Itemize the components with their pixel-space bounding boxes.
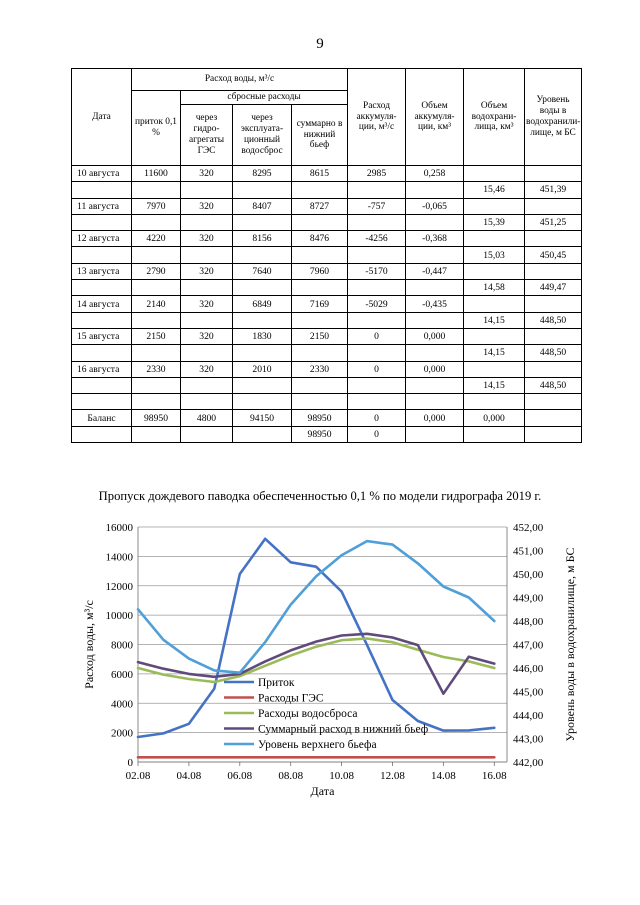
table-cell (72, 312, 132, 328)
table-cell: 448,50 (525, 377, 582, 393)
table-cell: 448,50 (525, 312, 582, 328)
table-cell (292, 377, 348, 393)
table-cell (406, 394, 464, 410)
table-cell: 7169 (292, 296, 348, 312)
table-cell: 0 (348, 410, 406, 426)
table-cell: 320 (181, 328, 233, 344)
table-cell (525, 166, 582, 182)
table-row (72, 410, 582, 426)
table-cell (406, 377, 464, 393)
table-cell (406, 214, 464, 230)
table-cell: 8407 (233, 198, 292, 214)
y-tick-label: 6000 (111, 668, 133, 681)
table-cell (464, 296, 525, 312)
table-cell (72, 214, 132, 230)
table-cell (525, 361, 582, 377)
table-cell: 0,000 (406, 410, 464, 426)
table-cell (132, 377, 181, 393)
table-cell (233, 214, 292, 230)
table-cell (132, 345, 181, 361)
table-cell: 0,000 (406, 328, 464, 344)
table-cell (464, 328, 525, 344)
table-cell: 2330 (132, 361, 181, 377)
table-cell (292, 247, 348, 263)
page-number: 9 (316, 36, 324, 52)
table-cell (525, 231, 582, 247)
y2-tick-label: 451,00 (513, 545, 544, 558)
y-tick-label: 8000 (111, 639, 133, 652)
flow-balance-table (71, 68, 582, 443)
flood-hydrograph-chart (0, 510, 640, 800)
y2-tick-label: 446,00 (513, 663, 544, 675)
table-cell (72, 280, 132, 296)
y-tick-label: 16000 (105, 522, 133, 534)
table-row (72, 247, 582, 263)
header-accum-flow: Расход аккумуля-ции, м³/с (348, 69, 406, 166)
table-row (72, 312, 582, 328)
table-cell (181, 377, 233, 393)
table-cell: -4256 (348, 231, 406, 247)
table-cell: 320 (181, 231, 233, 247)
table-cell: -757 (348, 198, 406, 214)
x-tick-label: 02.08 (125, 770, 151, 782)
table-cell: 320 (181, 296, 233, 312)
table-cell (72, 182, 132, 198)
table-cell: 449,47 (525, 280, 582, 296)
legend-label: Уровень верхнего бьефа (258, 739, 377, 751)
table-cell: 320 (181, 263, 233, 279)
table-cell: -0,065 (406, 198, 464, 214)
table-cell (132, 214, 181, 230)
table-cell: -5170 (348, 263, 406, 279)
x-axis-label: Дата (310, 784, 335, 798)
table-cell (233, 247, 292, 263)
table-cell (292, 214, 348, 230)
table-cell (406, 247, 464, 263)
table-cell (406, 182, 464, 198)
table-row (72, 394, 582, 410)
table-cell (132, 312, 181, 328)
table-cell (181, 394, 233, 410)
y-axis-label: Расход воды, м³/с (82, 600, 96, 689)
table-cell (132, 394, 181, 410)
table-row (72, 263, 582, 279)
table-cell: 0,000 (406, 361, 464, 377)
header-flow-group: Расход воды, м³/с (132, 69, 348, 91)
table-row (72, 377, 582, 393)
table-cell (348, 377, 406, 393)
y-tick-label: 2000 (111, 727, 133, 740)
table-cell (406, 345, 464, 361)
table-cell: 2150 (292, 328, 348, 344)
table-cell: 450,45 (525, 247, 582, 263)
table-cell (525, 328, 582, 344)
table-cell: 320 (181, 198, 233, 214)
table-cell (348, 247, 406, 263)
table-cell: 98950 (132, 410, 181, 426)
header-through-turbines: через гидро-агрегаты ГЭС (181, 105, 233, 166)
y2-tick-label: 450,00 (513, 569, 544, 581)
table-cell: Баланс (72, 410, 132, 426)
table-cell: 1830 (233, 328, 292, 344)
table-cell: 94150 (233, 410, 292, 426)
y2-tick-label: 452,00 (513, 522, 544, 534)
table-row (72, 166, 582, 182)
header-date: Дата (72, 69, 132, 166)
table-cell: 14,15 (464, 312, 525, 328)
table-cell: 16 августа (72, 361, 132, 377)
table-cell: 2150 (132, 328, 181, 344)
table-cell: 4800 (181, 410, 233, 426)
y-tick-label: 12000 (105, 580, 133, 593)
y-tick-label: 10000 (105, 610, 133, 623)
table-row (72, 426, 582, 442)
table-cell: 0 (348, 361, 406, 377)
legend-label: Суммарный расход в нижний бьеф (258, 723, 429, 736)
table-cell: 8156 (233, 231, 292, 247)
table-cell: 451,25 (525, 214, 582, 230)
table-cell: 98950 (292, 410, 348, 426)
table-cell (233, 312, 292, 328)
x-tick-label: 08.08 (278, 770, 304, 782)
table-cell (348, 280, 406, 296)
table-cell (292, 280, 348, 296)
table-cell (181, 345, 233, 361)
table-cell (72, 377, 132, 393)
header-water-level: Уровень воды в водохранили-лище, м БС (525, 69, 582, 166)
table-cell (525, 410, 582, 426)
table-cell: 15 августа (72, 328, 132, 344)
header-through-spillway: через эксплуата-ционный водосброс (233, 105, 292, 166)
y-tick-label: 14000 (105, 551, 133, 564)
header-accum-volume: Объем аккумуля-ции, км³ (406, 69, 464, 166)
table-cell (348, 394, 406, 410)
table-cell (348, 345, 406, 361)
table-cell (72, 394, 132, 410)
table-cell: -5029 (348, 296, 406, 312)
table-cell: 0,258 (406, 166, 464, 182)
table-cell (464, 426, 525, 442)
table-cell: 7960 (292, 263, 348, 279)
x-tick-label: 12.08 (380, 770, 405, 782)
table-cell (292, 394, 348, 410)
table-cell: 448,50 (525, 345, 582, 361)
table-cell: 0 (348, 328, 406, 344)
table-cell: 0,000 (464, 410, 525, 426)
table-cell: 320 (181, 166, 233, 182)
x-tick-label: 10.08 (329, 770, 354, 782)
table-cell: 2985 (348, 166, 406, 182)
table-cell (292, 345, 348, 361)
table-cell: 14 августа (72, 296, 132, 312)
table-cell: -0,435 (406, 296, 464, 312)
table-cell: 15,03 (464, 247, 525, 263)
table-cell (525, 198, 582, 214)
table-cell (348, 182, 406, 198)
table-cell (233, 345, 292, 361)
table-cell: 11600 (132, 166, 181, 182)
table-cell (464, 394, 525, 410)
y2-tick-label: 442,00 (513, 757, 544, 769)
table-cell: 7970 (132, 198, 181, 214)
table-cell: 14,15 (464, 377, 525, 393)
table-cell: 8727 (292, 198, 348, 214)
table-cell: 10 августа (72, 166, 132, 182)
table-cell: 15,39 (464, 214, 525, 230)
series-line (138, 634, 494, 694)
table-cell: 451,39 (525, 182, 582, 198)
table-cell: 2140 (132, 296, 181, 312)
table-cell (292, 182, 348, 198)
table-cell (181, 247, 233, 263)
table-cell: 0 (348, 426, 406, 442)
table-cell (464, 166, 525, 182)
table-cell (406, 426, 464, 442)
table-cell: 98950 (292, 426, 348, 442)
table-cell: 320 (181, 361, 233, 377)
table-cell: 8476 (292, 231, 348, 247)
table-cell (464, 361, 525, 377)
table-row (72, 182, 582, 198)
table-cell (233, 377, 292, 393)
table-cell (181, 312, 233, 328)
table-cell: 11 августа (72, 198, 132, 214)
chart-caption: Пропуск дождевого паводка обеспеченностью 0,1 % по модели гидрографа 2019 г. (98, 489, 542, 503)
table-cell (72, 247, 132, 263)
table-cell (181, 214, 233, 230)
table-cell (348, 312, 406, 328)
table-cell (132, 280, 181, 296)
table-row (72, 296, 582, 312)
y-tick-label: 0 (127, 757, 133, 769)
table-cell: 2330 (292, 361, 348, 377)
table-cell (181, 280, 233, 296)
table-cell (132, 182, 181, 198)
table-cell: 7640 (233, 263, 292, 279)
table-cell: 6849 (233, 296, 292, 312)
table-cell: 2010 (233, 361, 292, 377)
table-cell: 4220 (132, 231, 181, 247)
legend-label: Расходы ГЭС (258, 692, 324, 705)
table-row (72, 231, 582, 247)
table-cell (233, 280, 292, 296)
table-cell: -0,447 (406, 263, 464, 279)
table-cell: -0,368 (406, 231, 464, 247)
legend-label: Приток (258, 677, 295, 689)
table-row (72, 214, 582, 230)
header-reservoir-volume: Объем водохрани-лища, км³ (464, 69, 525, 166)
y2-tick-label: 445,00 (513, 686, 544, 699)
table-cell (233, 426, 292, 442)
table-cell (233, 394, 292, 410)
table-cell: 8295 (233, 166, 292, 182)
table-row (72, 345, 582, 361)
table-cell: 12 августа (72, 231, 132, 247)
x-tick-label: 06.08 (227, 770, 253, 782)
table-cell (464, 263, 525, 279)
table-cell: 2790 (132, 263, 181, 279)
table-cell (525, 263, 582, 279)
table-cell: 14,58 (464, 280, 525, 296)
y-tick-label: 4000 (111, 698, 133, 711)
table-cell (406, 280, 464, 296)
table-cell: 8615 (292, 166, 348, 182)
table-row (72, 280, 582, 296)
table-cell (132, 426, 181, 442)
header-discharge-group: сбросные расходы (181, 91, 348, 105)
y2-tick-label: 444,00 (513, 710, 544, 722)
header-inflow: приток 0,1 % (132, 91, 181, 166)
table-cell (132, 247, 181, 263)
table-cell: 15,46 (464, 182, 525, 198)
y2-axis-label: Уровень воды в водохранилище, м БС (563, 547, 577, 742)
series-line (138, 541, 494, 673)
legend-label: Расходы водосброса (258, 708, 358, 720)
table-row (72, 328, 582, 344)
y2-tick-label: 448,00 (513, 616, 544, 628)
header-total-downstream: суммарно в нижний бьеф (292, 105, 348, 166)
table-cell (292, 312, 348, 328)
table-cell (181, 426, 233, 442)
table-cell (525, 426, 582, 442)
table-cell (525, 394, 582, 410)
y2-tick-label: 443,00 (513, 733, 544, 746)
table-cell: 13 августа (72, 263, 132, 279)
table-cell: 14,15 (464, 345, 525, 361)
table-cell (233, 182, 292, 198)
x-tick-label: 16.08 (481, 770, 507, 782)
table-cell (72, 345, 132, 361)
table-cell (464, 231, 525, 247)
y2-tick-label: 447,00 (513, 639, 544, 652)
table-cell (525, 296, 582, 312)
x-tick-label: 04.08 (176, 770, 202, 782)
x-tick-label: 14.08 (431, 770, 456, 782)
table-row (72, 361, 582, 377)
table-cell (72, 426, 132, 442)
table-cell (181, 182, 233, 198)
table-row (72, 198, 582, 214)
table-cell (406, 312, 464, 328)
table-cell (348, 214, 406, 230)
y2-tick-label: 449,00 (513, 592, 544, 605)
table-cell (464, 198, 525, 214)
